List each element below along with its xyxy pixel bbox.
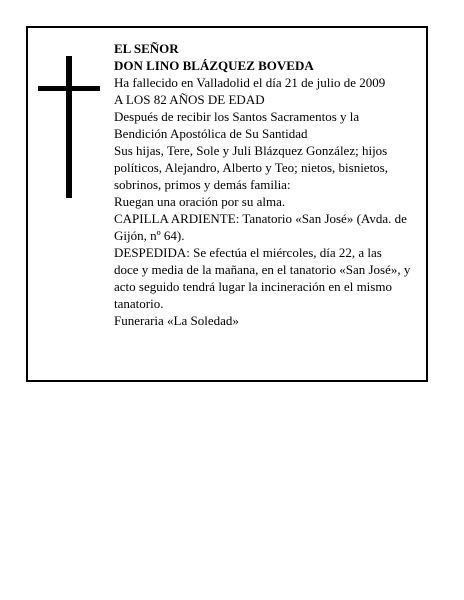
family-line: Sus hijas, Tere, Sole y Juli Blázquez González; hijos: [114, 143, 388, 158]
despedida-paragraph: [114, 244, 430, 312]
capilla-line: CAPILLA ARDIENTE: Tanatorio «San José» (Avda. de: [114, 211, 407, 226]
obituary-notice: [26, 26, 428, 382]
capilla-line: Gijón, nº 64).: [114, 228, 185, 243]
death-statement: Ha fallecido en Valladolid el día 21 de julio de 2009: [114, 75, 386, 90]
prayer-request: Ruegan una oración por su alma.: [114, 194, 286, 209]
sacraments-line: Después de recibir los Santos Sacramentos y la: [114, 109, 360, 124]
capilla-paragraph: [114, 210, 430, 244]
family-line: sobrinos, primos y demás familia:: [114, 177, 291, 192]
despedida-line: doce y media de la mañana, en el tanatorio «San José», y: [114, 262, 411, 277]
notice-text: [114, 40, 430, 329]
age-statement: A LOS 82 AÑOS DE EDAD: [114, 92, 265, 107]
deceased-name: DON LINO BLÁZQUEZ BOVEDA: [114, 58, 314, 73]
despedida-line: tanatorio.: [114, 296, 164, 311]
despedida-line: acto seguido tendrá lugar la incineración en el mismo: [114, 279, 392, 294]
heading-title: EL SEÑOR: [114, 41, 179, 56]
sacraments-line: Bendición Apostólica de Su Santidad: [114, 126, 308, 141]
family-line: políticos, Alejandro, Alberto y Teo; nietos, bisnietos,: [114, 160, 388, 175]
cross-horizontal-bar: [38, 86, 100, 91]
cross-vertical-bar: [66, 56, 72, 198]
despedida-line: DESPEDIDA: Se efectúa el miércoles, día 22, a las: [114, 245, 382, 260]
funeral-home: Funeraria «La Soledad»: [114, 313, 239, 328]
sacraments-paragraph: [114, 108, 430, 142]
family-paragraph: [114, 142, 430, 193]
